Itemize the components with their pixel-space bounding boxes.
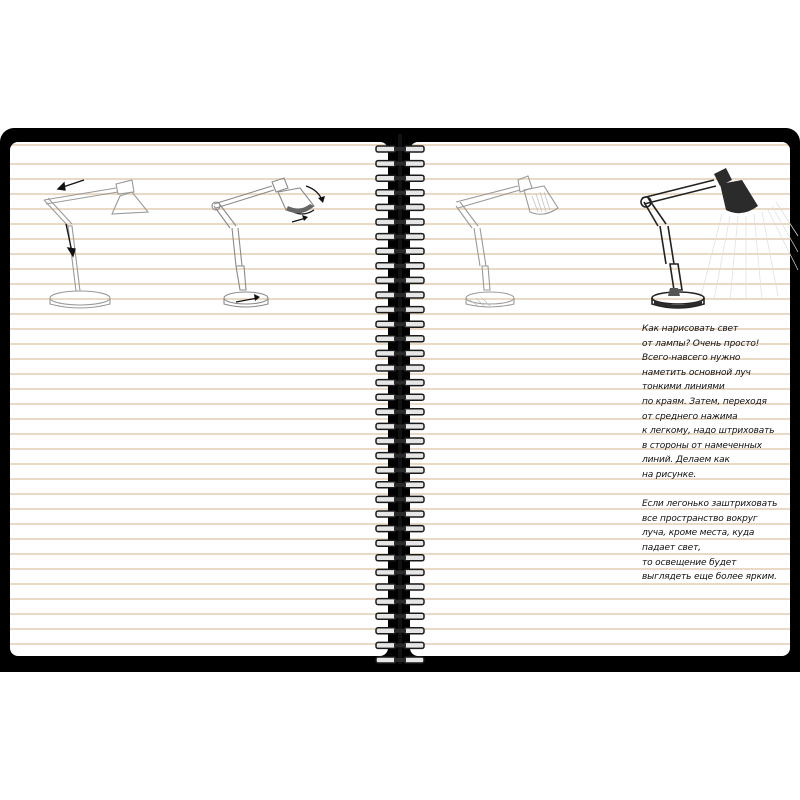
caption-line: то освещение будет	[642, 557, 737, 568]
caption-line: луча, кроме места, куда	[642, 528, 755, 539]
caption-line: Если легонько заштриховать	[642, 499, 778, 510]
lamp-fully-shaded-icon	[630, 160, 800, 312]
lamp-outline-icon	[36, 166, 166, 312]
caption-line: Как нарисовать свет	[642, 324, 739, 334]
paragraph-gap	[642, 483, 794, 498]
caption-line: от лампы? Очень просто!	[642, 338, 760, 349]
caption-line: Всего-навсего нужно	[642, 353, 741, 364]
caption-line: линий. Делаем как	[642, 455, 730, 466]
caption-line: выглядеть еще более ярким.	[642, 572, 777, 583]
spiral-binding	[372, 134, 428, 664]
lamp-light-shaded-icon	[448, 166, 578, 312]
caption-line: в стороны от намеченных	[642, 440, 762, 451]
caption-line: падает свет,	[642, 542, 701, 553]
caption-line: по краям. Затем, переходя	[642, 396, 767, 407]
caption-line: тонкими линиями	[642, 382, 725, 393]
caption-line: на рисунке.	[642, 469, 697, 480]
caption-line: к легкому, надо штриховать	[642, 426, 775, 437]
lamp-construction-icon	[206, 166, 336, 312]
caption-line: все пространство вокруг	[642, 513, 758, 524]
instruction-caption	[642, 322, 794, 585]
caption-line: от среднего нажима	[642, 411, 738, 422]
caption-line: наметить основной луч	[642, 367, 751, 378]
